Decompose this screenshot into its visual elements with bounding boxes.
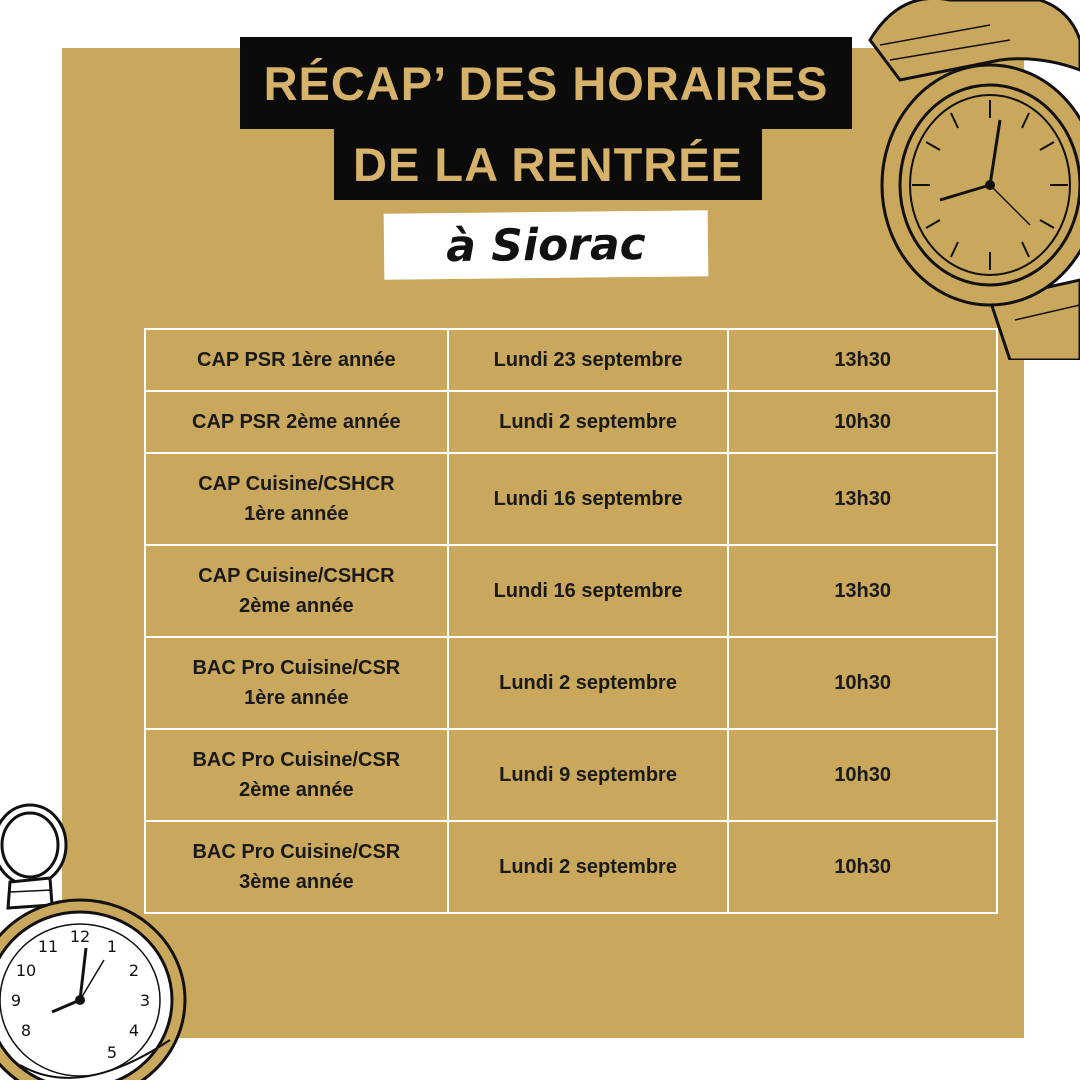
time-cell: 10h30: [728, 821, 997, 913]
class-name-line: CAP Cuisine/CSHCR: [198, 473, 395, 495]
class-year-line: 1ère année: [244, 503, 349, 525]
class-cell: [145, 729, 448, 821]
class-cell: [145, 453, 448, 545]
schedule-table: [144, 328, 998, 914]
class-year-line: 1ère année: [244, 687, 349, 709]
table-row: [145, 329, 997, 391]
class-name-line: CAP Cuisine/CSHCR: [198, 565, 395, 587]
class-name-line: BAC Pro Cuisine/CSR: [192, 749, 401, 771]
date-cell: Lundi 16 septembre: [448, 453, 729, 545]
date-cell: Lundi 23 septembre: [448, 329, 729, 391]
svg-text:10: 10: [15, 961, 37, 980]
table-row: [145, 729, 997, 821]
location-subtitle: à Siorac: [384, 210, 709, 279]
svg-text:3: 3: [139, 991, 151, 1010]
date-cell: Lundi 16 septembre: [448, 545, 729, 637]
svg-text:12: 12: [69, 927, 91, 946]
time-cell: 13h30: [728, 329, 997, 391]
class-year-line: 3ème année: [239, 871, 354, 893]
class-cell: [145, 821, 448, 913]
date-cell: Lundi 2 septembre: [448, 821, 729, 913]
svg-text:5: 5: [106, 1043, 118, 1062]
class-year-line: 2ème année: [239, 595, 354, 617]
class-cell: [145, 329, 448, 391]
table-row: [145, 391, 997, 453]
table-row: [145, 545, 997, 637]
time-cell: 13h30: [728, 453, 997, 545]
table-row: [145, 821, 997, 913]
svg-text:8: 8: [20, 1021, 32, 1040]
class-cell: [145, 545, 448, 637]
title-line-1: RÉCAP’ DES HORAIRES: [240, 37, 852, 129]
svg-text:4: 4: [128, 1021, 140, 1040]
class-cell: [145, 391, 448, 453]
svg-text:1: 1: [106, 937, 118, 956]
date-cell: Lundi 2 septembre: [448, 391, 729, 453]
class-cell: [145, 637, 448, 729]
table-row: [145, 453, 997, 545]
class-name-line: CAP PSR 2ème année: [192, 411, 401, 433]
wristwatch-icon: [840, 0, 1080, 360]
class-name-line: CAP PSR 1ère année: [197, 349, 396, 371]
time-cell: 10h30: [728, 637, 997, 729]
title-line-2: DE LA RENTRÉE: [334, 128, 762, 200]
date-cell: Lundi 9 septembre: [448, 729, 729, 821]
svg-text:9: 9: [10, 991, 22, 1010]
class-year-line: 2ème année: [239, 779, 354, 801]
class-name-line: BAC Pro Cuisine/CSR: [192, 841, 401, 863]
time-cell: 10h30: [728, 391, 997, 453]
class-name-line: BAC Pro Cuisine/CSR: [192, 657, 401, 679]
svg-text:11: 11: [37, 937, 59, 956]
svg-text:2: 2: [128, 961, 140, 980]
date-cell: Lundi 2 septembre: [448, 637, 729, 729]
table-row: [145, 637, 997, 729]
time-cell: 13h30: [728, 545, 997, 637]
time-cell: 10h30: [728, 729, 997, 821]
